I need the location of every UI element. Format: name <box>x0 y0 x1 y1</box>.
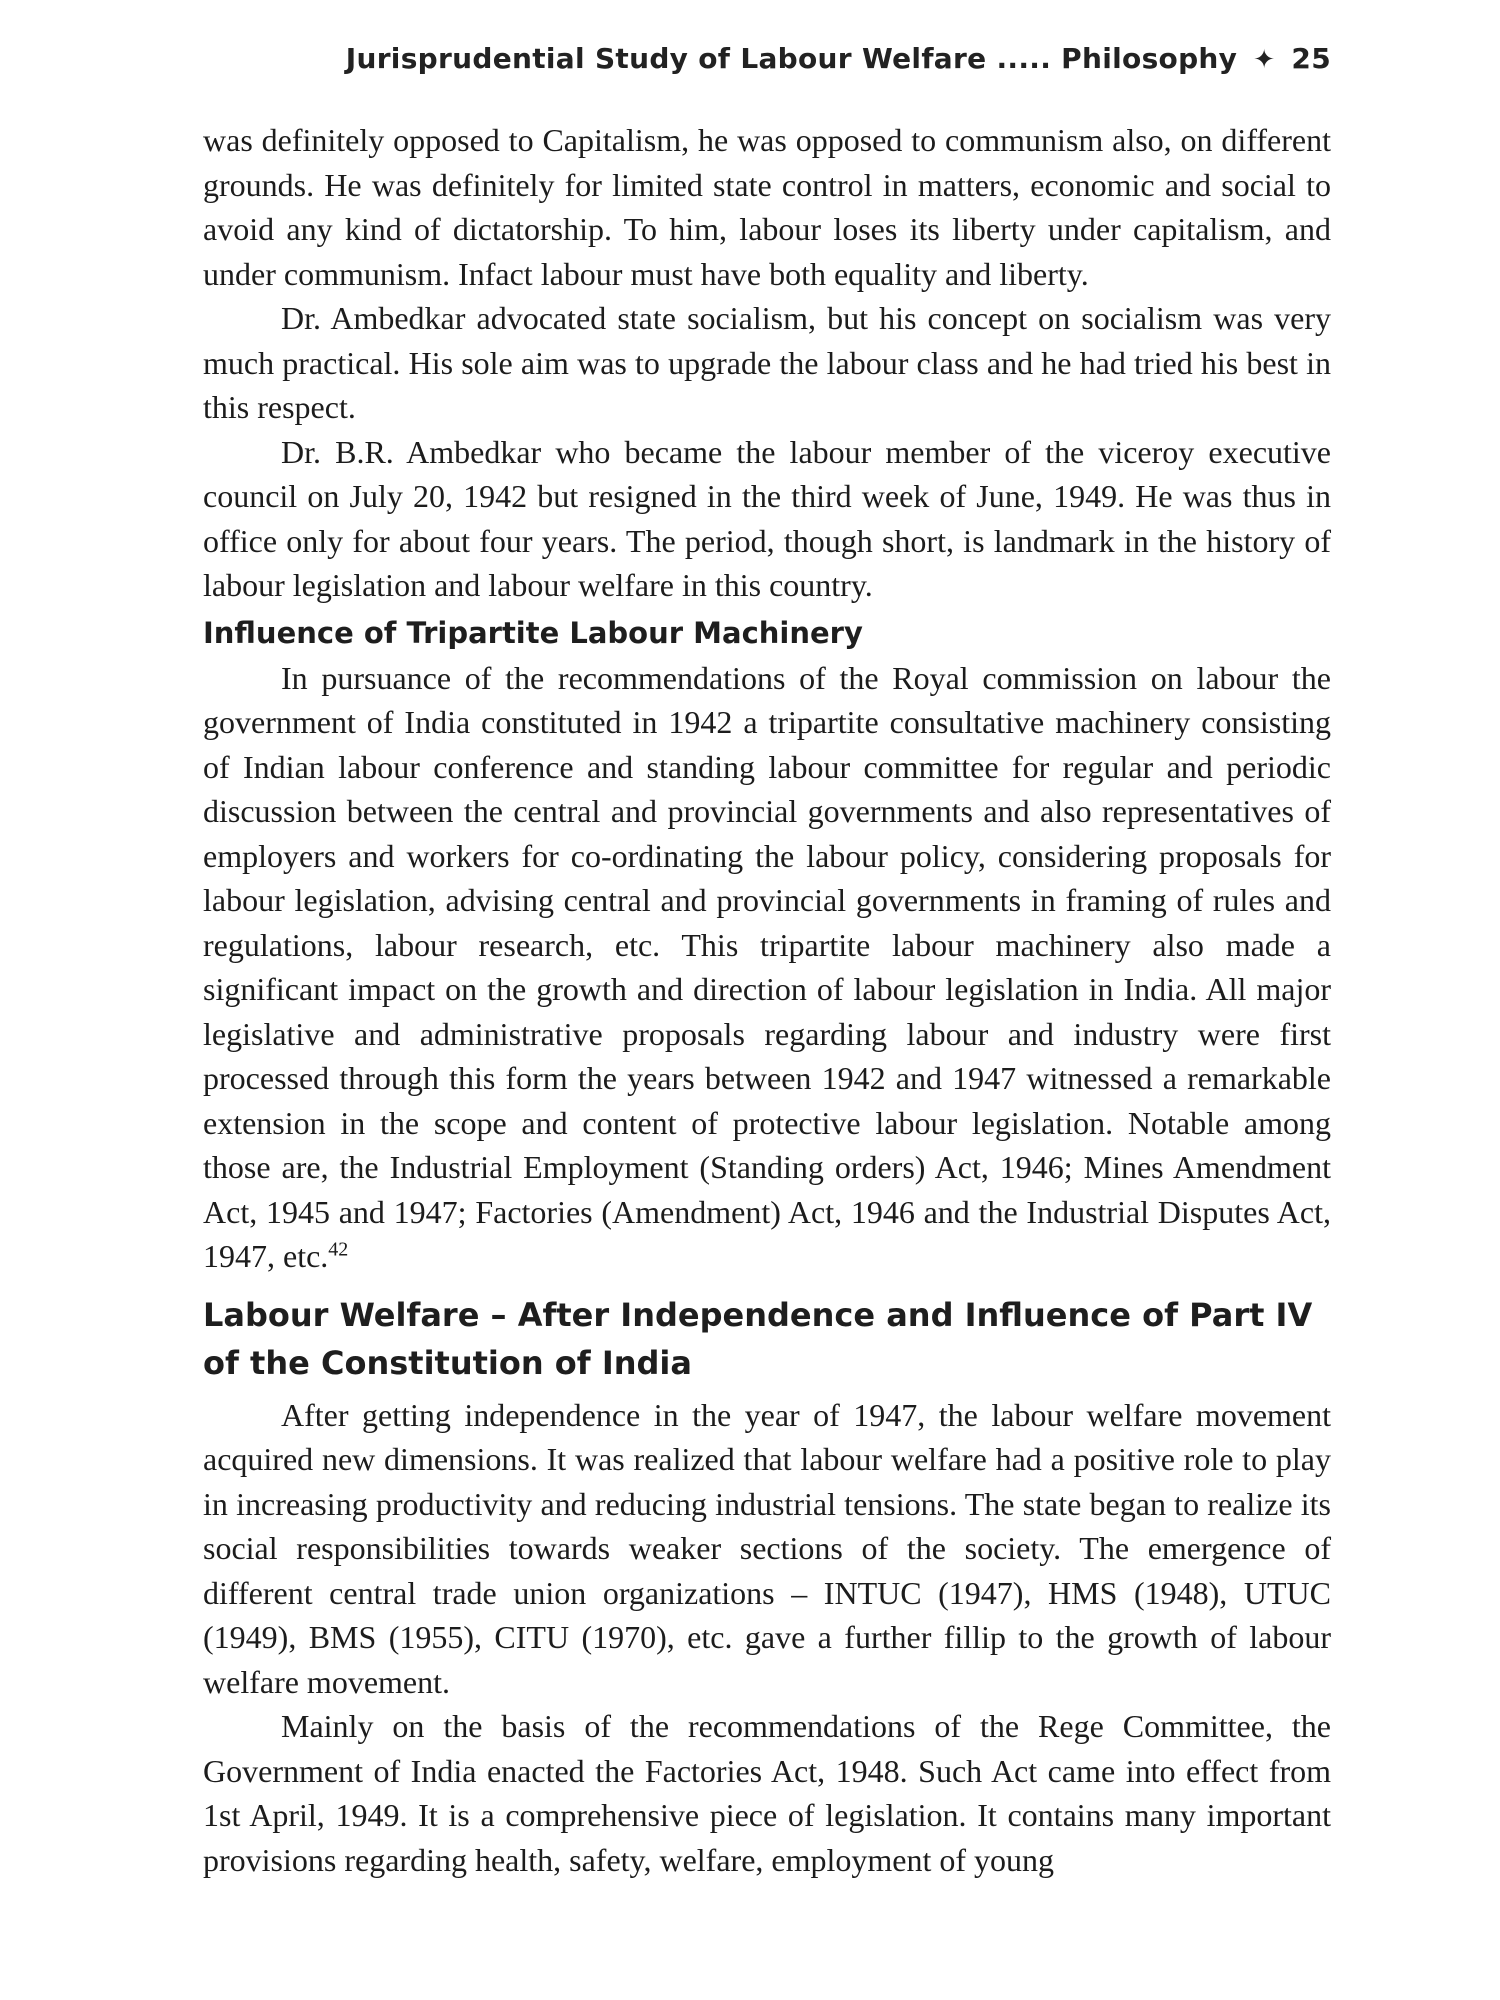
section-heading-after-independence: Labour Welfare – After Independence and Influence of Part IV of the Constitution of India <box>203 1295 1313 1382</box>
page-number: 25 <box>1291 42 1331 75</box>
paragraph-ambedkar-socialism: Dr. Ambedkar advocated state socialism, but his concept on socialism was very much practical. His sole aim was to upgrade the labour class and he had tried his best in this respect. <box>203 300 1331 425</box>
running-header-title: Jurisprudential Study of Labour Welfare ..... Philosophy <box>345 42 1238 75</box>
paragraph-ambedkar-office: Dr. B.R. Ambedkar who became the labour member of the viceroy executive council on July 20, 1942 but resigned in the third week of June, 1949. He was thus in office only for about four years. The period, though short, is landmark in the history of labour legislation and labour welfare in this country. <box>203 433 1331 603</box>
paragraph-continued: was definitely opposed to Capitalism, he was opposed to communism also, on different grounds. He was definitely for limited state control in matters, economic and social to avoid any kind of dictatorship. To him, labour loses its liberty under capitalism, and under communism. Infact labour must have both equality and liberty. <box>203 122 1331 292</box>
paragraph-factories-act: Mainly on the basis of the recommendations of the Rege Committee, the Government of India enacted the Factories Act, 1948. Such Act came into effect from 1st April, 1949. It is a comprehensive piece of legislation. It contains many important provisions regarding health, safety, welfare, employment of young <box>203 1708 1331 1878</box>
footnote-reference: 42 <box>328 1238 349 1261</box>
paragraph-tripartite-text: In pursuance of the recommendations of the Royal commission on labour the government of India constituted in 1942 a tripartite consultative machinery consisting of Indian labour conference and standing labour committee for regular and periodic discussion between the central and provincial governments and also representatives of employers and workers for co-ordinating the labour policy, considering proposals for labour legislation, advising central and provincial governments in framing of rules and regulations, labour research, etc. This tripartite labour machinery also made a significant impact on the growth and direction of labour legislation in India. All major legislative and administrative proposals regarding labour and industry were first processed through this form the years between 1942 and 1947 witnessed a remarkable extension in the scope and content of protective labour legislation. Notable among those are, the Industrial Employment (Standing orders) Act, 1946; Mines Amendment Act, 1945 and 1947; Factories (Amendment) Act, 1946 and the Industrial Disputes Act, 1947, etc. <box>203 659 1331 1274</box>
paragraph-tripartite-machinery <box>203 656 1331 1279</box>
book-page <box>203 38 1331 1882</box>
running-header <box>203 38 1331 80</box>
diamond-separator-icon: ✦ <box>1253 45 1276 75</box>
paragraph-after-independence: After getting independence in the year of 1947, the labour welfare movement acquired new dimensions. It was realized that labour welfare had a positive role to play in increasing productivity and reducing industrial tensions. The state began to realize its social responsibilities towards weaker sections of the society. The emergence of different central trade union organizations – INTUC (1947), HMS (1948), UTUC (1949), BMS (1955), CITU (1970), etc. gave a further fillip to the growth of labour welfare movement. <box>203 1396 1331 1700</box>
section-heading-tripartite: Influence of Tripartite Labour Machinery <box>203 615 863 650</box>
